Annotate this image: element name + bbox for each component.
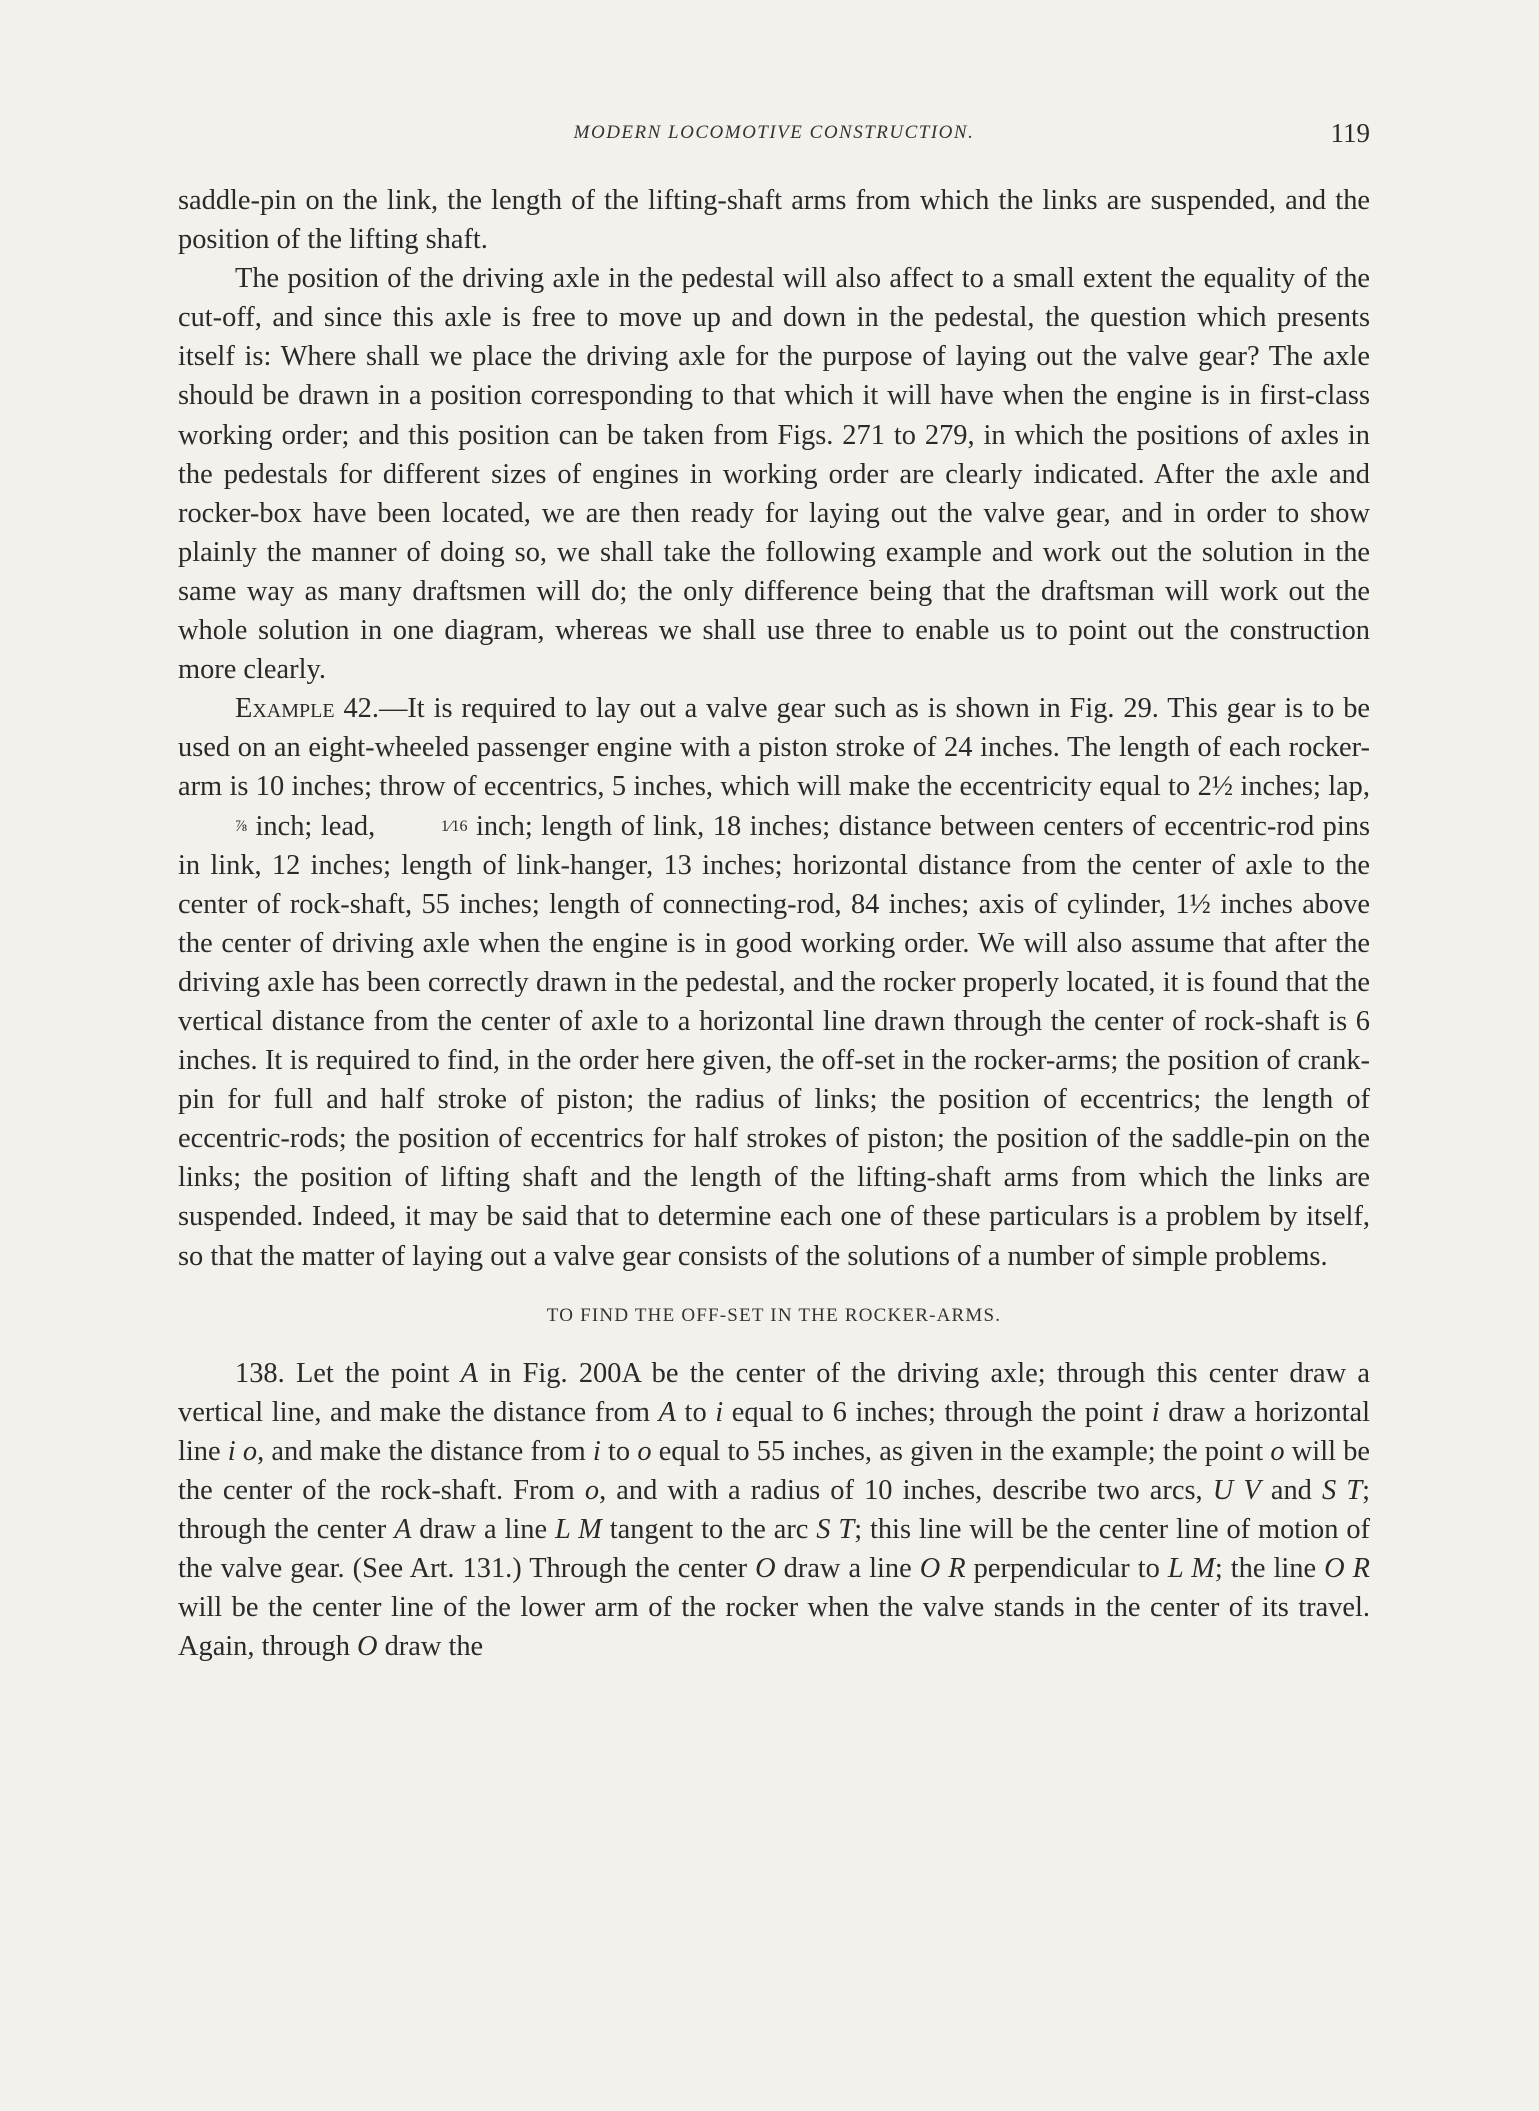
art-text: draw the [377, 1631, 484, 1663]
art-text: draw a horizontal line [178, 1396, 1371, 1467]
art-variable: i o [227, 1435, 258, 1467]
art-text: draw a line [775, 1553, 920, 1585]
art-variable: A [460, 1357, 478, 1389]
lap-fraction: ⅞ [235, 817, 247, 835]
art-variable: O [357, 1631, 378, 1663]
lead-fraction: 1⁄16 [440, 817, 468, 835]
running-head [178, 118, 1370, 158]
art-text: and [1260, 1474, 1322, 1506]
example-text: inches above the center of driving axle when the engine is in good working order. We will also assume that after the driving axle has been correctly drawn in the pedestal, and the rocker properly located, it is found that the vertical distance from the center of axle to a horizontal line drawn through the center of rock-shaft is 6 inches. It is required to find, in the order here given, the off-set in the rocker-arms; the position of crank-pin for full and half stroke of piston; the radius of links; the position of eccentrics; the length of eccentric-rods; the position of eccentrics for half strokes of piston; the position of the saddle-pin on the links; the position of lifting shaft and the length of the lifting-shaft arms from which the links are suspended. Indeed, it may be said that to determine each one of these particulars is a problem by itself, so that the matter of laying out a valve gear consists of the solutions of a number of simple problems. [178, 888, 1370, 1272]
art-variable: o [584, 1474, 600, 1506]
art-variable: i [1151, 1396, 1160, 1428]
art-variable: O R [919, 1553, 966, 1585]
example-label: Example [235, 693, 335, 725]
example-text: inches; lap, [1233, 771, 1370, 803]
paragraph-example-42 [178, 689, 1370, 1275]
example-text: inch; lead, [247, 810, 384, 842]
art-text: in Fig. 200A be the center of the driving axle; through this center draw a vertical line, and make the distance from [178, 1357, 1371, 1428]
art-variable: o [1270, 1435, 1285, 1467]
page-number: 119 [1330, 118, 1370, 148]
art-text: , and make the distance from [257, 1435, 593, 1467]
example-text: 42.—It is required to lay out a valve gear such as is shown in Fig. 29. This gear is to be used on an eight-wheeled passenger engine with a piston stroke of 24 inches. The length of each rocker-arm is 10 inches; throw of eccentrics, 5 inches, which will make the eccentricity equal to [178, 693, 1370, 803]
art-variable: L M [554, 1514, 602, 1545]
art-text: ; this line will be the center line of motion of the valve gear. (See Art. 131.) Through the center [178, 1514, 1370, 1585]
art-text: will be the center of the rock-shaft. From [178, 1435, 1370, 1506]
art-text: ; the line [1214, 1553, 1325, 1585]
paragraph-continuation: saddle-pin on the link, the length of the lifting-shaft arms from which the links are suspended, and the position of the lifting shaft. [178, 185, 1370, 256]
art-text: will be the center line of the lower arm of the rocker when the valve stands in the center of its travel. Again, through [178, 1592, 1370, 1663]
art-text: ; through the center [178, 1474, 1370, 1545]
art-variable: U V [1212, 1474, 1261, 1506]
art-text: to [600, 1435, 638, 1467]
art-text: draw a line [411, 1514, 555, 1545]
paragraph-axle-position: The position of the driving axle in the pedestal will also affect to a small extent the equality of the cut-off, and since this axle is free to move up and down in the pedestal, the question which presents itself is: Where shall we place the driving axle for the purpose of laying out the valve gear? The axle should be drawn in a position corresponding to that which it will have when the engine is in first-class working order; and this position can be taken from Figs. 271 to 279, in which the positions of axles in the pedestals for different sizes of engines in working order are clearly indicated. After the axle and rocker-box have been located, we are then ready for laying out the valve gear, and in order to show plainly the manner of doing so, we shall take the following example and work out the solution in the same way as many draftsmen will do; the only difference being that the draftsman will work out the whole solution in one diagram, whereas we shall use three to enable us to point out the construction more clearly. [178, 263, 1370, 686]
art-variable: S T [816, 1514, 855, 1545]
art-variable: A [658, 1396, 676, 1428]
art-text: equal to 55 inches, as given in the example; the point [651, 1435, 1271, 1467]
art-variable: A [394, 1514, 412, 1545]
cylinder-axis-value: 1½ [1175, 888, 1211, 920]
art-variable: S T [1321, 1474, 1363, 1506]
art-variable: O R [1324, 1553, 1370, 1585]
example-text: inch; length of link, 18 inches; distance between centers of eccentric-rod pins in link, 12 inches; length of link-hanger, 13 inches; horizontal distance from the center of axle to the center of rock-shaft, 55 inches; length of connecting-rod, 84 inches; axis of cylinder, [178, 810, 1370, 920]
art-text: 138. Let the point [235, 1357, 461, 1389]
body-text [178, 181, 1370, 1666]
art-text: , and with a radius of 10 inches, describe two arcs, [599, 1474, 1213, 1506]
art-text: tangent to the arc [601, 1514, 817, 1545]
art-variable: i [715, 1396, 724, 1428]
section-heading: TO FIND THE OFF-SET IN THE ROCKER-ARMS. [546, 1304, 1002, 1326]
art-text: to [675, 1396, 716, 1428]
art-text: perpendicular to [965, 1553, 1168, 1585]
art-variable: o [637, 1435, 652, 1467]
art-text: equal to 6 inches; through the point [723, 1396, 1152, 1428]
eccentricity-value: 2½ [1197, 771, 1234, 803]
art-variable: L M [1167, 1553, 1215, 1585]
paragraph-article-138 [178, 1354, 1370, 1667]
running-title: MODERN LOCOMOTIVE CONSTRUCTION. [573, 122, 975, 143]
art-variable: i [592, 1435, 601, 1467]
art-variable: O [755, 1553, 776, 1585]
